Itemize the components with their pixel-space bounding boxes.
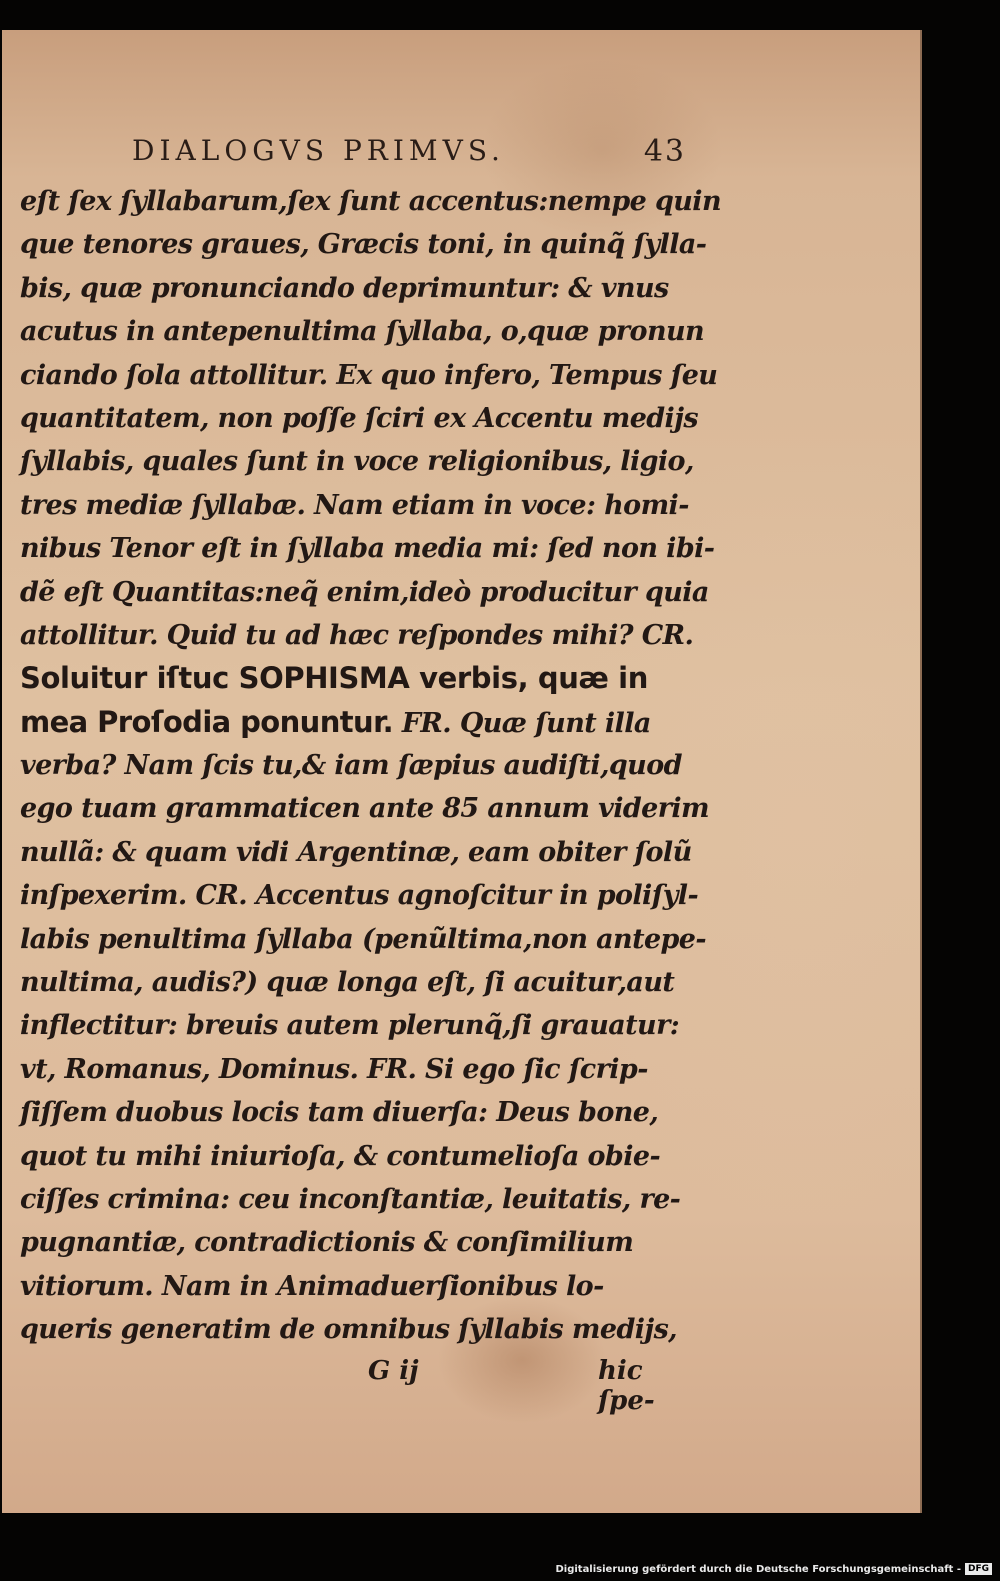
text-line: vt, Romanus, Dominus. FR. Si ego ſic ſcrip- <box>20 1053 648 1085</box>
signature-mark: G ij <box>368 1356 419 1386</box>
text-line: verba? Nam ſcis tu,& iam ſæpius audiſti,quod <box>20 750 682 782</box>
text-line: ſiſſem duobus locis tam diuerſa: Deus bone, <box>20 1097 659 1129</box>
text-line: nultima, audis?) quæ longa eſt, ſi acuitur,aut <box>20 967 675 999</box>
digitization-credit <box>555 1563 992 1575</box>
credit-text: Digitalisierung gefördert durch die Deutsche Forschungsgemeinschaft - <box>555 1563 961 1575</box>
text-line: nibus Tenor eſt in ſyllaba media mi: ſed non ibi- <box>20 533 715 565</box>
book-page <box>2 30 922 1513</box>
text-line: acutus in antepenultima ſyllaba, o,quæ pronun <box>20 316 705 348</box>
text-line: que tenores graues, Græcis toni, in quinq̃ ſylla- <box>20 229 707 261</box>
text-line: attollitur. Quid tu ad hæc reſpondes mihi? CR. <box>20 619 694 651</box>
text-line: vitiorum. Nam in Animaduerſionibus lo- <box>20 1270 604 1302</box>
text-line: inflectitur: breuis autem plerunq̃,ſi grauatur: <box>20 1010 680 1042</box>
dfg-logo-icon: DFG <box>965 1563 992 1575</box>
text-line: inſpexerim. CR. Accentus agnoſcitur in poliſyl- <box>20 880 699 912</box>
text-line: ego tuam grammaticen ante 85 annum viderim <box>20 793 709 825</box>
text-line-roman: Soluitur iſtuc SOPHISMA verbis, quæ in <box>20 661 648 696</box>
text-line: tres mediæ ſyllabæ. Nam etiam in voce: homi- <box>20 489 689 521</box>
text-line: quantitatem, non poſſe ſciri ex Accentu medijs <box>20 402 698 434</box>
text-line-mixed <box>20 701 700 744</box>
text-line: bis, quæ pronunciando deprimuntur: & vnus <box>20 272 669 304</box>
page-header <box>132 134 692 174</box>
italic-fragment: FR. Quæ ſunt illa <box>393 707 651 739</box>
body-text <box>20 180 721 1352</box>
text-line: eſt ſex ſyllabarum,ſex ſunt accentus:nempe quin <box>20 186 721 217</box>
page-footer <box>20 1356 700 1416</box>
roman-fragment: mea Proſodia ponuntur. <box>20 704 394 739</box>
text-line: ciando ſola attollitur. Ex quo infero, Tempus ſeu <box>20 359 718 391</box>
text-line: queris generatim de omnibus ſyllabis medijs, <box>20 1314 677 1346</box>
running-title: DIALOGVS PRIMVS. <box>132 134 505 167</box>
text-line: labis penultima ſyllaba (penũltima,non antepe- <box>20 923 706 955</box>
text-line: ciſſes crimina: ceu inconſtantiæ, leuitatis, re- <box>20 1183 681 1215</box>
text-line: ſyllabis, quales ſunt in voce religionibus, ligio, <box>20 446 694 478</box>
text-line: quot tu mihi iniurioſa, & contumelioſa obie- <box>20 1140 661 1172</box>
page-number: 43 <box>643 134 686 169</box>
text-line: pugnantiæ, contradictionis & conſimilium <box>20 1227 634 1259</box>
text-line: nullã: & quam vidi Argentinæ, eam obiter ſolũ <box>20 836 692 868</box>
catchword: hic ſpe- <box>598 1356 655 1416</box>
text-line: dẽ eſt Quantitas:neq̃ enim,ideò producitur quia <box>20 576 709 608</box>
